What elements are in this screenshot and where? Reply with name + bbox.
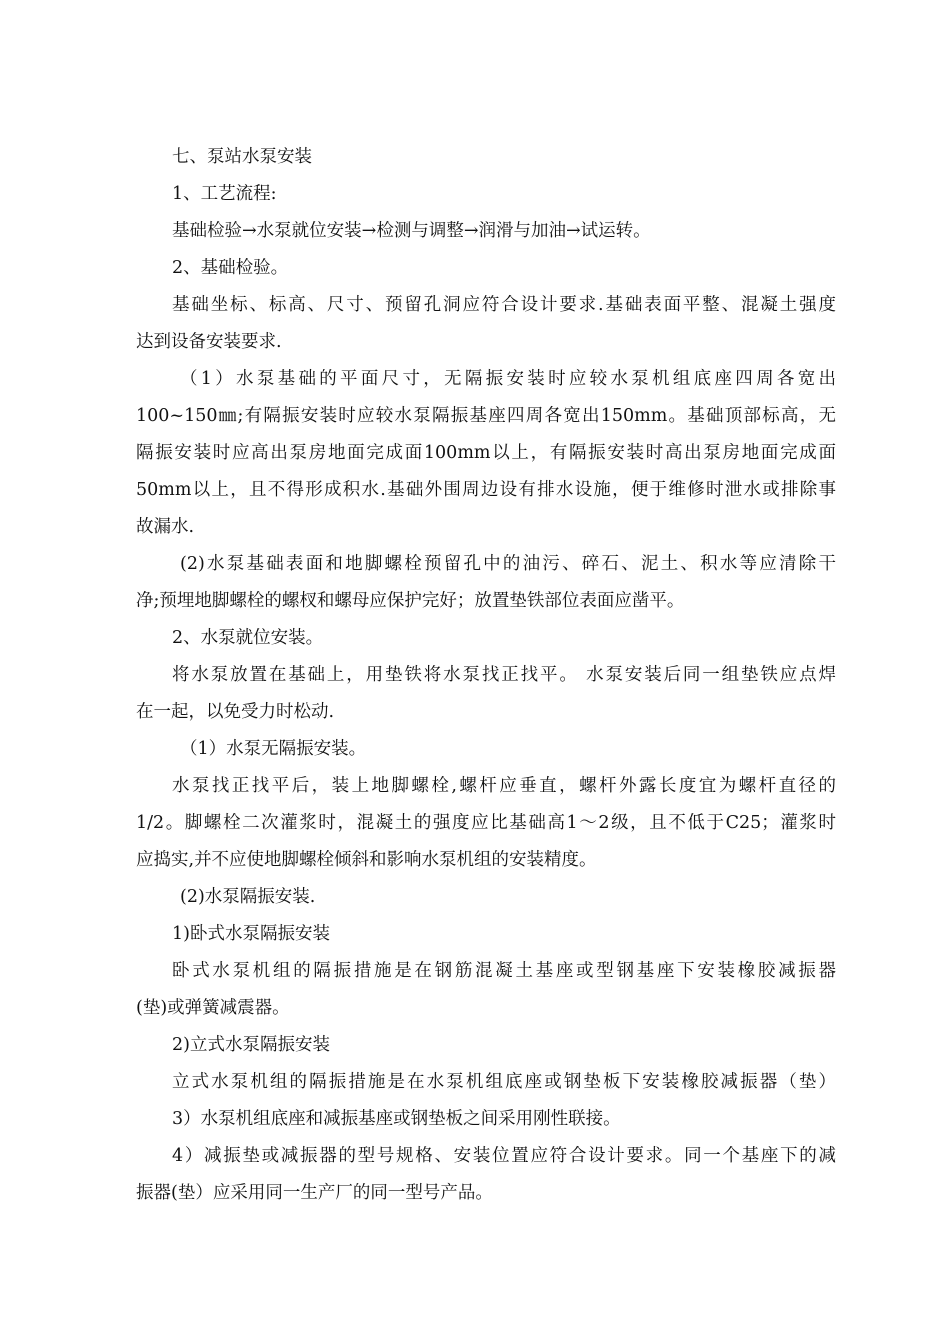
text-line: 水泵找正找平后，装上地脚螺栓,螺杆应垂直，螺杆外露长度宜为螺杆直径的 [172, 776, 836, 796]
text-line: 振器(垫）应采用同一生产厂的同一型号产品。 [136, 1183, 493, 1203]
text-line: 隔振安装时应高出泵房地面完成面100mm以上，有隔振安装时高出泵房地面完成面 [136, 443, 836, 463]
text-line: 七、泵站水泵安装 [172, 147, 312, 167]
text-line: 1/2。脚螺栓二次灌浆时，混凝土的强度应比基础高1～2级，且不低于C25；灌浆时 [136, 813, 836, 833]
text-line: 2)立式水泵隔振安装 [172, 1035, 330, 1055]
document-body [136, 139, 836, 1212]
text-line: 卧式水泵机组的隔振措施是在钢筋混凝土基座或型钢基座下安装橡胶减振器 [172, 961, 836, 981]
text-line: 2、基础检验。 [172, 258, 289, 278]
text-line: 基础检验→水泵就位安装→检测与调整→润滑与加油→试运转。 [172, 221, 651, 241]
text-line: 达到设备安装要求. [136, 332, 282, 352]
text-line: 基础坐标、标高、尺寸、预留孔洞应符合设计要求.基础表面平整、混凝土强度 [172, 295, 836, 315]
text-line: 1、工艺流程: [172, 184, 277, 204]
text-line: 故漏水. [136, 517, 195, 537]
text-line: 50mm以上，且不得形成积水.基础外围周边设有排水设施，便于维修时泄水或排除事 [136, 480, 836, 500]
text-line: 应捣实,并不应使地脚螺栓倾斜和影响水泵机组的安装精度。 [136, 850, 597, 870]
text-line: （1）水泵无隔振安装。 [180, 739, 367, 759]
text-line: （1）水泵基础的平面尺寸，无隔振安装时应较水泵机组底座四周各宽出 [180, 369, 836, 389]
text-line: 净;预埋地脚螺栓的螺杈和螺母应保护完好；放置垫铁部位表面应凿平。 [136, 591, 685, 611]
text-line: (2)水泵隔振安装. [180, 887, 316, 907]
text-line: 立式水泵机组的隔振措施是在水泵机组底座或钢垫板下安装橡胶减振器（垫） [172, 1072, 836, 1092]
text-line: 将水泵放置在基础上，用垫铁将水泵找正找平。 水泵安装后同一组垫铁应点焊 [172, 665, 836, 685]
text-line: 1)卧式水泵隔振安装 [172, 924, 330, 944]
text-line: (2)水泵基础表面和地脚螺栓预留孔中的油污、碎石、泥土、积水等应清除干 [180, 554, 836, 574]
text-line: 100~150㎜;有隔振安装时应较水泵隔振基座四周各宽出150mm。基础顶部标高，无 [136, 406, 836, 426]
text-line: 3）水泵机组底座和减振基座或钢垫板之间采用刚性联接。 [172, 1109, 621, 1129]
text-line: 2、水泵就位安装。 [172, 628, 324, 648]
text-line: (垫)或弹簧减震器。 [136, 998, 290, 1018]
text-line: 4）减振垫或减振器的型号规格、安装位置应符合设计要求。同一个基座下的减 [172, 1146, 836, 1166]
text-line: 在一起，以免受力时松动. [136, 702, 335, 722]
